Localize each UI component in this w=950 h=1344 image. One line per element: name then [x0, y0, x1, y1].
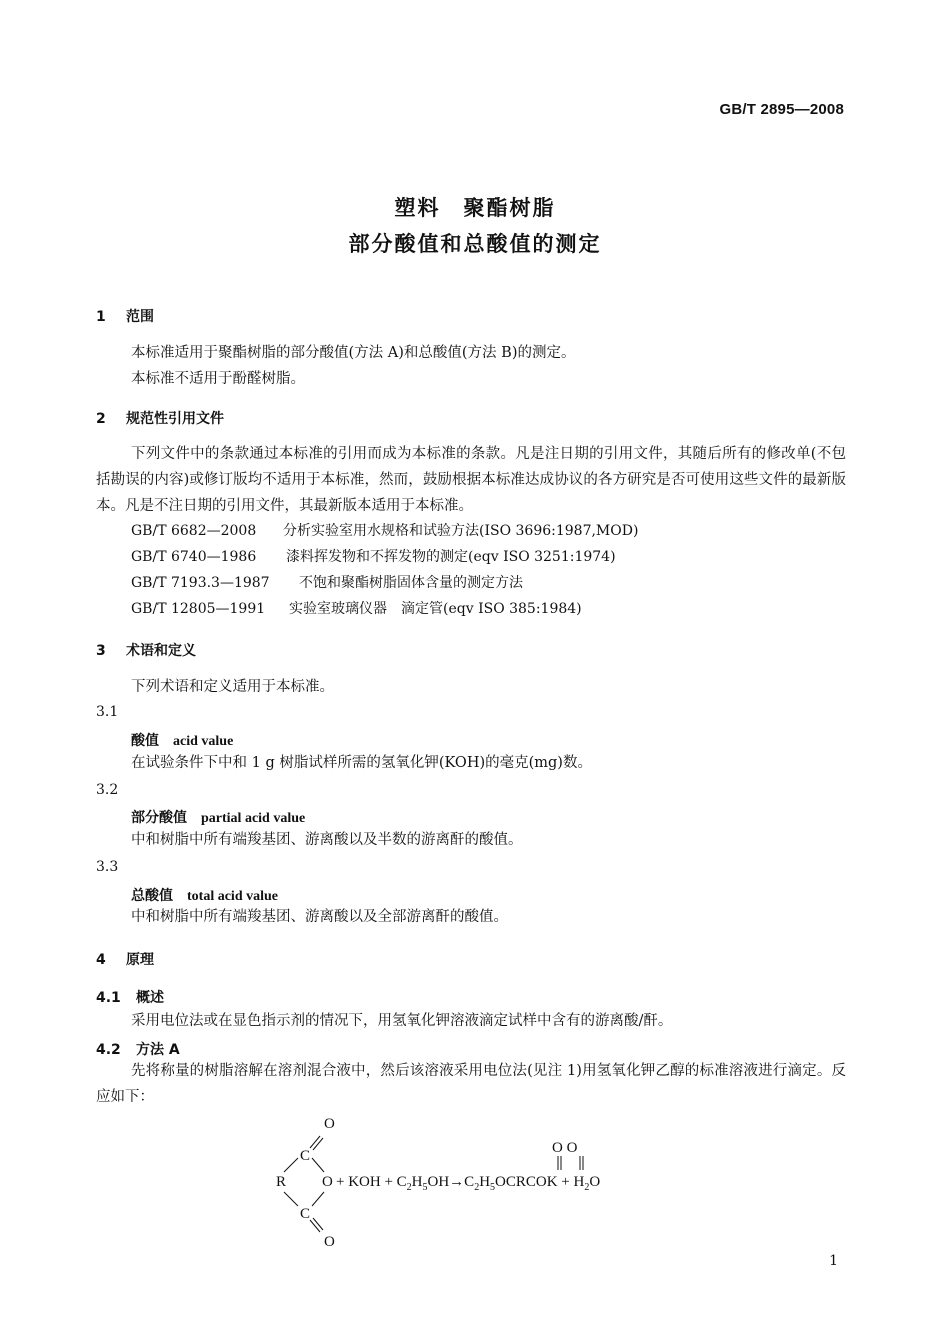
reference-title: 分析实验室用水规格和试验方法(ISO 3696:1987,MOD) [283, 523, 639, 539]
section-number: 1 [96, 309, 106, 325]
term-definition: 在试验条件下中和 1 g 树脂试样所需的氢氧化钾(KOH)的毫克(mg)数。 [131, 755, 592, 771]
term-heading [131, 807, 305, 827]
eq-ring-oxygen: O [322, 1174, 333, 1190]
reference-item [131, 518, 638, 544]
term-number: 3.2 [96, 782, 119, 798]
reference-item [131, 596, 582, 622]
eq-top-oxygen: O [324, 1116, 335, 1132]
reference-code: GB/T 12805—1991 [131, 601, 266, 617]
term-en: acid value [173, 734, 234, 749]
subsection-4-2-heading [96, 1039, 180, 1059]
section-number: 4 [96, 952, 106, 968]
section-1-paragraph-2: 本标准不适用于酚醛树脂。 [131, 371, 305, 387]
term-number: 3.3 [96, 859, 119, 875]
reference-title: 漆料挥发物和不挥发物的测定(eqv ISO 3251:1974) [286, 549, 616, 565]
eq-product-oxygens: O O [552, 1140, 578, 1156]
subsection-title: 方法 A [136, 1042, 180, 1058]
section-title: 术语和定义 [126, 643, 196, 659]
section-2-intro: 下列文件中的条款通过本标准的引用而成为本标准的条款。凡是注日期的引用文件，其随后所有的修改单(不包括勘误的内容)或修订版均不适用于本标准，然而，鼓励根据本标准达成协议的各方研究是否可使用这些文件的最新版本。凡是不注日期的引用文件，其最新版本适用于本标准。 [96, 446, 846, 514]
eq-top-carbon: C [300, 1148, 311, 1164]
eq-r-group: R [276, 1174, 287, 1190]
reference-code: GB/T 6682—2008 [131, 523, 257, 539]
term-definition: 中和树脂中所有端羧基团、游离酸以及半数的游离酐的酸值。 [131, 832, 523, 848]
subsection-title: 概述 [136, 990, 164, 1006]
term-cn: 总酸值 [131, 888, 173, 904]
reference-title: 实验室玻璃仪器 滴定管(eqv ISO 385:1984) [289, 601, 582, 617]
reference-item [131, 544, 616, 570]
term-cn: 部分酸值 [131, 810, 187, 826]
eq-bottom-double-bond [310, 1220, 320, 1232]
section-1-heading [96, 306, 154, 326]
section-4-heading [96, 949, 154, 969]
reaction-equation [262, 1112, 682, 1252]
page-number: 1 [829, 1253, 838, 1269]
eq-bond [312, 1158, 324, 1172]
term-heading [131, 885, 278, 905]
title-line-2: 部分酸值和总酸值的测定 [348, 232, 602, 256]
section-title: 原理 [126, 952, 154, 968]
section-number: 2 [96, 411, 106, 427]
eq-top-double-bond [313, 1138, 323, 1150]
subsection-number: 4.2 [96, 1042, 121, 1058]
eq-bottom-carbon: C [300, 1206, 311, 1222]
eq-bottom-oxygen: O [324, 1234, 335, 1250]
section-1-paragraph-1: 本标准适用于聚酯树脂的部分酸值(方法 A)和总酸值(方法 B)的测定。 [131, 345, 576, 361]
eq-reactants: + KOH + $C_2H_5OH\to C_2H_5OCRCOK + H_2O$ [336, 1174, 601, 1193]
term-en: total acid value [187, 889, 278, 904]
term-definition: 中和树脂中所有端羧基团、游离酸以及全部游离酐的酸值。 [131, 909, 508, 925]
subsection-4-1-heading [96, 987, 164, 1007]
subsection-number: 4.1 [96, 990, 121, 1006]
reference-code: GB/T 7193.3—1987 [131, 575, 270, 591]
reference-code: GB/T 6740—1986 [131, 549, 257, 565]
eq-bottom-double-bond [313, 1218, 323, 1230]
reference-item [131, 570, 523, 596]
section-3-intro: 下列术语和定义适用于本标准。 [131, 679, 334, 695]
section-title: 范围 [126, 309, 154, 325]
term-en: partial acid value [201, 811, 306, 826]
term-number: 3.1 [96, 704, 119, 720]
title-line-1: 塑料 聚酯树脂 [394, 196, 556, 220]
section-number: 3 [96, 643, 106, 659]
eq-bond [284, 1192, 298, 1206]
reference-title: 不饱和聚酯树脂固体含量的测定方法 [299, 575, 523, 591]
subsection-4-2-text: 先将称量的树脂溶解在溶剂混合液中，然后该溶液采用电位法(见注 1)用氢氧化钾乙醇的标准溶液进行滴定。反应如下： [96, 1063, 846, 1105]
section-3-heading [96, 640, 196, 660]
eq-bond [284, 1158, 298, 1172]
section-2-heading [96, 408, 224, 428]
eq-top-double-bond [310, 1136, 320, 1148]
subsection-4-1-text: 采用电位法或在显色指示剂的情况下，用氢氧化钾溶液滴定试样中含有的游离酸/酐。 [131, 1013, 673, 1029]
eq-bond [312, 1192, 324, 1206]
standard-code: GB/T 2895—2008 [719, 101, 844, 118]
section-title: 规范性引用文件 [126, 411, 224, 427]
term-heading [131, 730, 233, 750]
term-cn: 酸值 [131, 733, 159, 749]
